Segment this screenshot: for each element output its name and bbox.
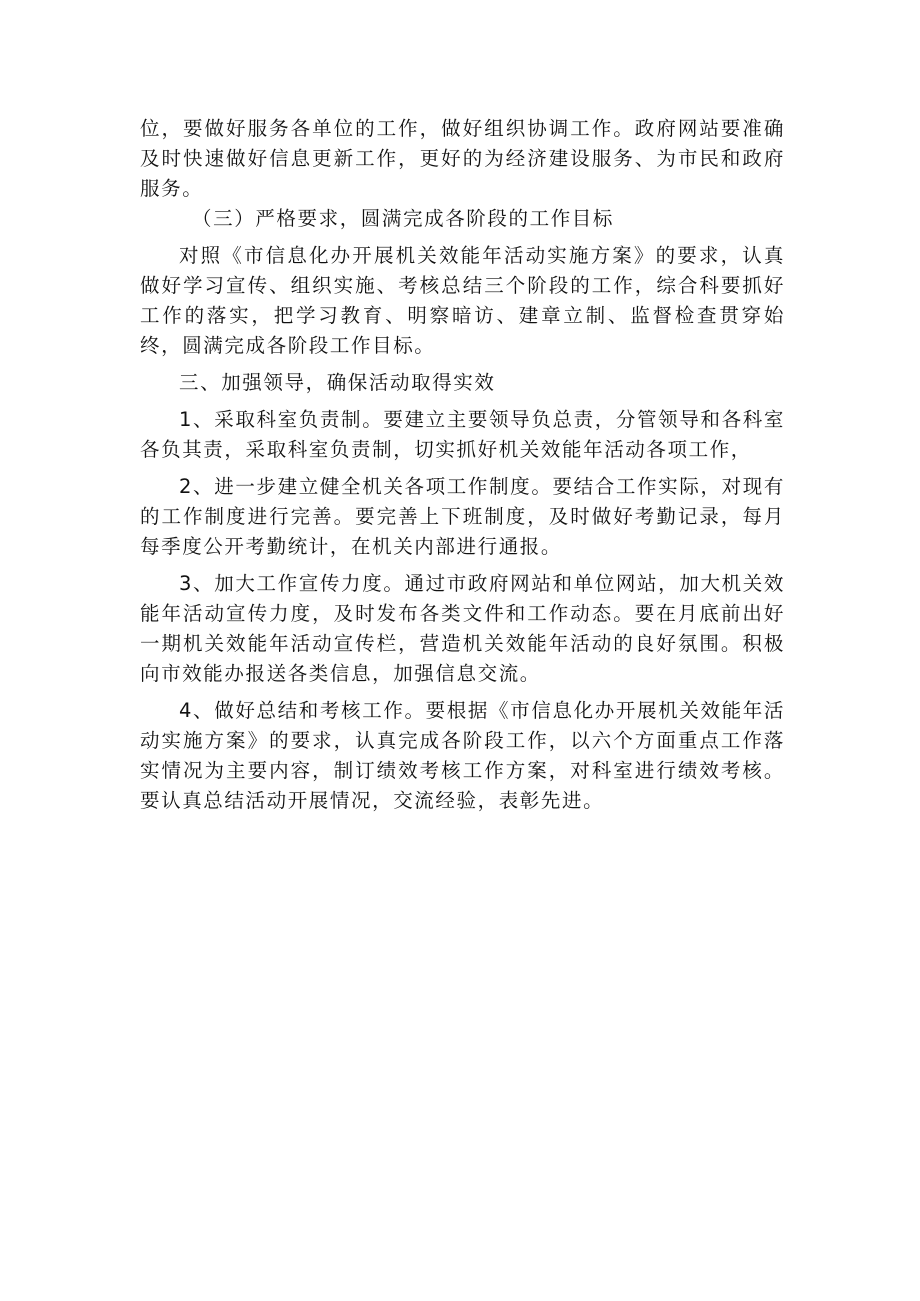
- section-heading-main-3: 三、加强领导，确保活动取得实效: [179, 371, 496, 394]
- list-item-1: 1、采取科室负责制。要建立主要领导负总责，分管领导和各科室各负其责，采取科室负责制，切实抓好机关效能年活动各项工作，: [140, 408, 785, 461]
- list-item-3: 3、加大工作宣传力度。通过市政府网站和单位网站，加大机关效能年活动宣传力度，及时发布各类文件和工作动态。要在月底前出好一期机关效能年活动宣传栏，营造机关效能年活动的良好氛围。积极向市效能办报送各类信息，加强信息交流。: [140, 572, 785, 685]
- list-item-2: 2、进一步建立健全机关各项工作制度。要结合工作实际，对现有的工作制度进行完善。要完善上下班制度，及时做好考勤记录，每月每季度公开考勤统计，在机关内部进行通报。: [140, 475, 785, 558]
- list-item-4: 4、做好总结和考核工作。要根据《市信息化办开展机关效能年活动实施方案》的要求，认真完成各阶段工作，以六个方面重点工作落实情况为主要内容，制订绩效考核工作方案，对科室进行绩效考核。要认真总结活动开展情况，交流经验，表彰先进。: [140, 699, 785, 812]
- paragraph-continuation: 位，要做好服务各单位的工作，做好组织协调工作。政府网站要准确及时快速做好信息更新工作，更好的为经济建设服务、为市民和政府服务。: [140, 117, 785, 200]
- paragraph: 对照《市信息化办开展机关效能年活动实施方案》的要求，认真做好学习宣传、组织实施、考核总结三个阶段的工作，综合科要抓好工作的落实，把学习教育、明察暗访、建章立制、监督检查贯穿始终，圆满完成各阶段工作目标。: [140, 244, 785, 357]
- document-body: [140, 114, 785, 816]
- section-heading-3: （三）严格要求，圆满完成各阶段的工作目标: [192, 207, 615, 230]
